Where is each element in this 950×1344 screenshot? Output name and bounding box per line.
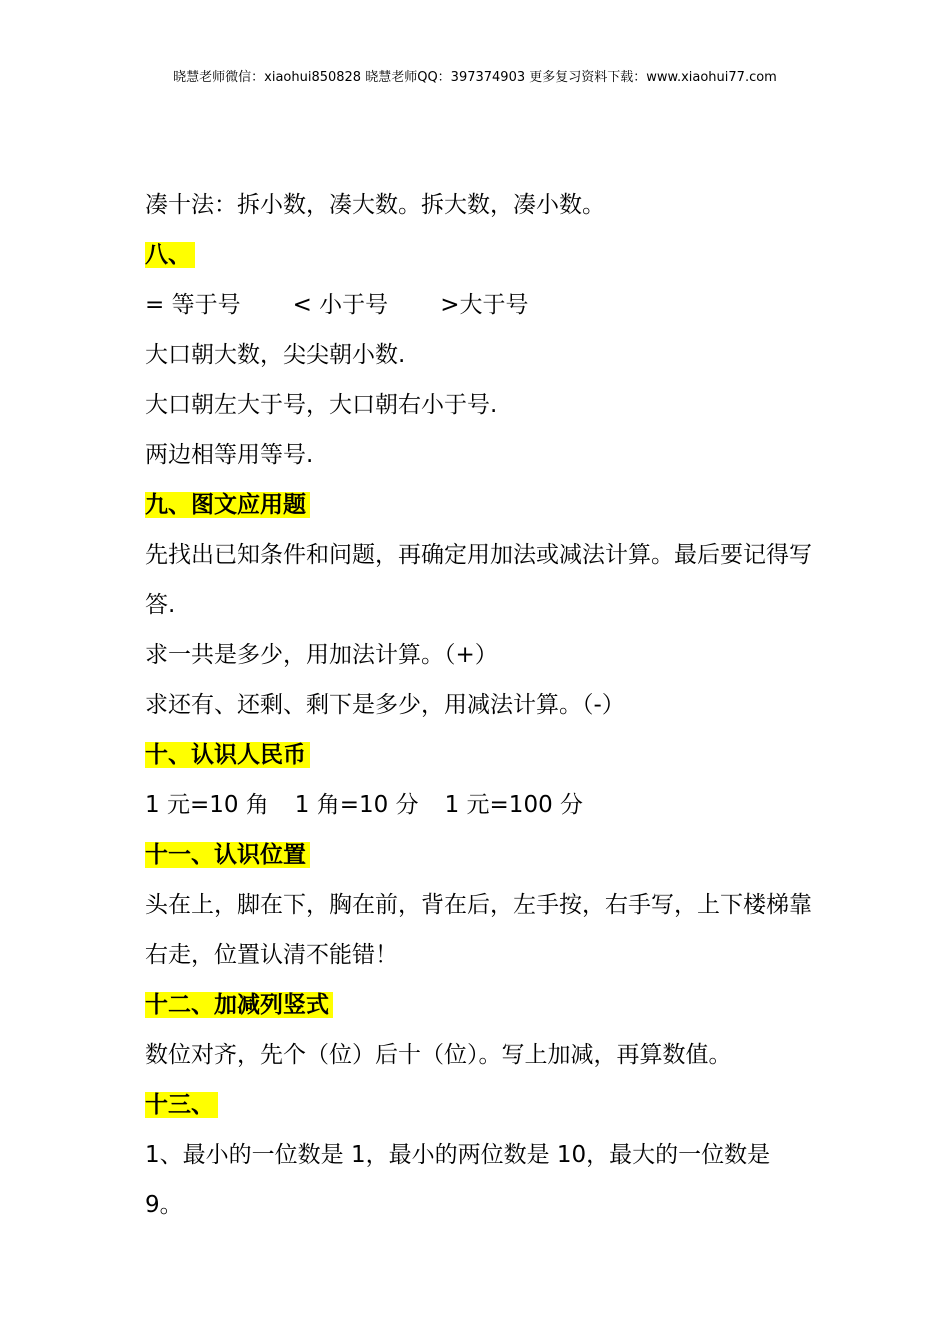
page-header-watermark: 晓慧老师微信：xiaohui850828 晓慧老师QQ：397374903 更多复习资料下载：www.xiaohui77.com	[173, 70, 777, 85]
heading-13-text: 十三、	[145, 1092, 218, 1118]
section-heading-12	[145, 980, 815, 1030]
heading-10-text: 十、认识人民币	[145, 742, 310, 768]
paragraph-make-ten: 凑十法：拆小数，凑大数。拆大数，凑小数。	[145, 192, 605, 218]
paragraph-position-rhyme: 头在上，脚在下，胸在前，背在后，左手按，右手写，上下楼梯靠右走，位置认清不能错！	[145, 892, 812, 968]
greater-than-label: >大于号	[440, 292, 529, 318]
section-heading-11	[145, 830, 815, 880]
paragraph-smallest-numbers: 1、最小的一位数是 1，最小的两位数是 10，最大的一位数是 9。	[145, 1142, 771, 1218]
comparison-signs-row	[145, 280, 815, 330]
paragraph-vertical-form: 数位对齐，先个（位）后十（位）。写上加减，再算数值。	[145, 1042, 732, 1068]
paragraph-equal-sides: 两边相等用等号.	[145, 442, 314, 468]
section-heading-9	[145, 480, 815, 530]
jiao-to-fen: 1 角=10 分	[294, 792, 419, 818]
section-heading-13	[145, 1080, 815, 1130]
heading-9-text: 九、图文应用题	[145, 492, 310, 518]
heading-11-text: 十一、认识位置	[145, 842, 310, 868]
paragraph-mouth-direction: 大口朝左大于号，大口朝右小于号.	[145, 392, 498, 418]
section-heading-8	[145, 230, 815, 280]
paragraph-big-mouth: 大口朝大数，尖尖朝小数.	[145, 342, 406, 368]
section-heading-10	[145, 730, 815, 780]
equal-sign-label: = 等于号	[145, 292, 241, 318]
heading-12-text: 十二、加减列竖式	[145, 992, 333, 1018]
heading-8-text: 八、	[145, 242, 195, 268]
paragraph-use-subtraction: 求还有、还剩、剩下是多少，用减法计算。（-）	[145, 692, 625, 718]
paragraph-use-addition: 求一共是多少，用加法计算。（+）	[145, 642, 498, 668]
paragraph-word-problems: 先找出已知条件和问题，再确定用加法或减法计算。最后要记得写答.	[145, 542, 812, 618]
yuan-to-jiao: 1 元=10 角	[145, 792, 269, 818]
money-conversion-row	[145, 780, 815, 830]
less-than-label: < 小于号	[292, 292, 389, 318]
yuan-to-fen: 1 元=100 分	[444, 792, 584, 818]
document-body	[145, 180, 815, 1230]
